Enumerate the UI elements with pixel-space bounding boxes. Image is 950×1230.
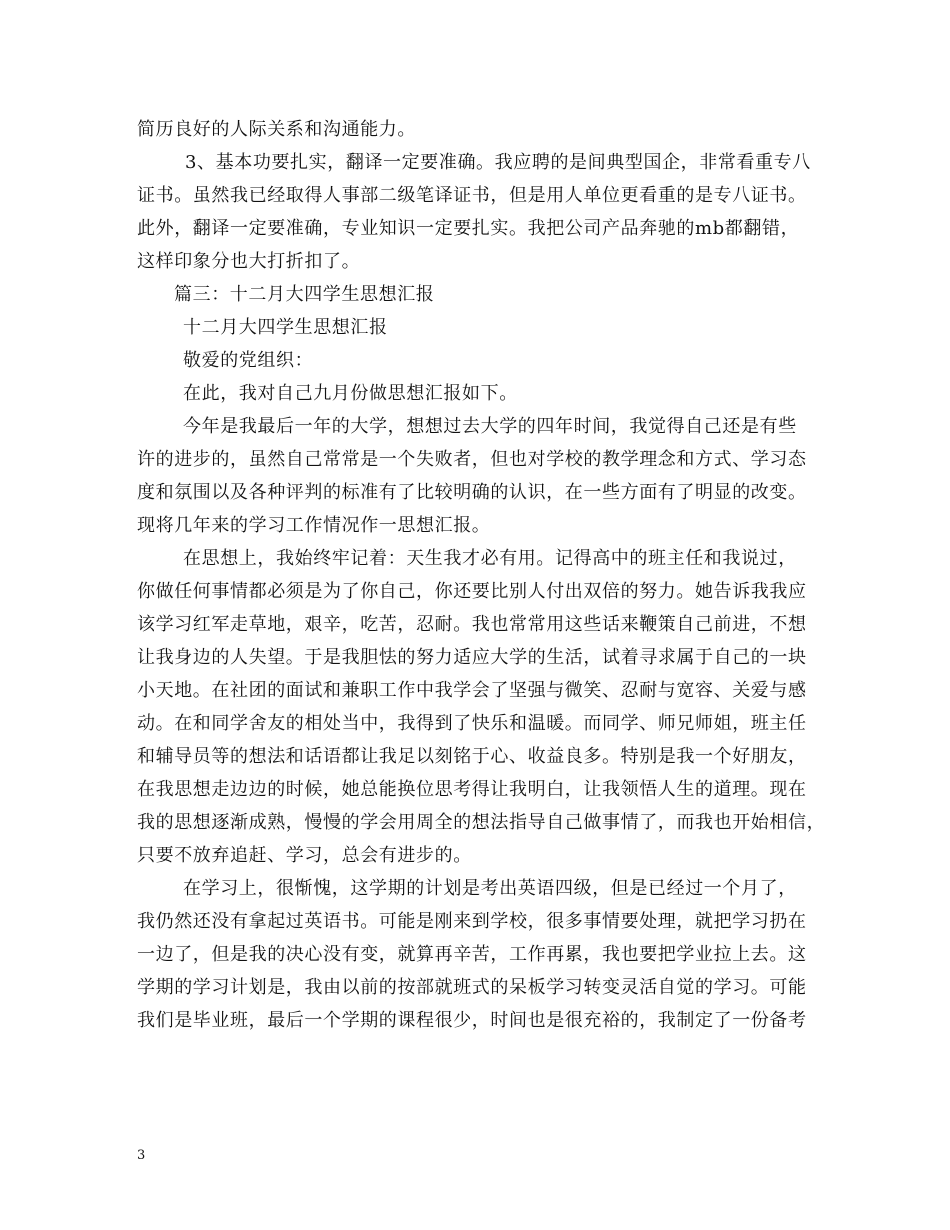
text-line: 你做任何事情都必须是为了你自己，你还要比别人付出双倍的努力。她告诉我我应 — [137, 581, 807, 602]
text-line: 一边了，但是我的决心没有变，就算再辛苦，工作再累，我也要把学业拉上去。这 — [137, 944, 807, 965]
text-line: 3、基本功要扎实，翻译一定要准确。我应聘的是间典型国企，非常看重专八 — [185, 152, 811, 173]
text-line: 动。在和同学舍友的相处当中，我得到了快乐和温暖。而同学、师兄师姐，班主任 — [137, 713, 807, 734]
text-line: 我的思想逐渐成熟，慢慢的学会用周全的想法指导自己做事情了，而我也开始相信， — [137, 812, 826, 833]
text-line: 在思想上，我始终牢记着：天生我才必有用。记得高中的班主任和我说过， — [183, 548, 797, 569]
text-line: 在我思想走边边的时候，她总能换位思考得让我明白，让我领悟人生的道理。现在 — [137, 779, 807, 800]
text-line: 现将几年来的学习工作情况作一思想汇报。 — [137, 515, 491, 536]
text-line: 只要不放弃追赶、学习，总会有进步的。 — [137, 845, 472, 866]
document-title: 十二月大四学生思想汇报 — [183, 317, 388, 338]
text-line: 和辅导员等的想法和话语都让我足以刻铭于心、收益良多。特别是我一个好朋友， — [137, 746, 807, 767]
text-line: 我仍然还没有拿起过英语书。可能是刚来到学校，很多事情要处理，就把学习扔在 — [137, 911, 807, 932]
text-line: 此外，翻译一定要准确，专业知识一定要扎实。我把公司产品奔驰的mb都翻错， — [137, 218, 800, 239]
text-line: 在学习上，很惭愧，这学期的计划是考出英语四级，但是已经过一个月了， — [183, 878, 797, 899]
text-line: 这样印象分也大打折扣了。 — [137, 251, 361, 272]
text-line: 小天地。在社团的面试和兼职工作中我学会了坚强与微笑、忍耐与宽容、关爱与感 — [137, 680, 807, 701]
text-line: 证书。虽然我已经取得人事部二级笔译证书，但是用人单位更看重的是专八证书。 — [137, 185, 807, 206]
text-line: 该学习红军走草地，艰辛，吃苦，忍耐。我也常常用这些话来鞭策自己前进，不想 — [137, 614, 807, 635]
text-line: 我们是毕业班，最后一个学期的课程很少，时间也是很充裕的，我制定了一份备考 — [137, 1010, 807, 1031]
text-line: 今年是我最后一年的大学，想想过去大学的四年时间，我觉得自己还是有些 — [183, 416, 797, 437]
text-line: 在此，我对自己九月份做思想汇报如下。 — [183, 383, 518, 404]
salutation: 敬爱的党组织： — [183, 350, 314, 371]
text-line: 学期的学习计划是，我由以前的按部就班式的呆板学习转变灵活自觉的学习。可能 — [137, 977, 807, 998]
text-line: 简历良好的人际关系和沟通能力。 — [137, 119, 416, 140]
text-line: 让我身边的人失望。于是我胆怯的努力适应大学的生活，试着寻求属于自己的一块 — [137, 647, 807, 668]
text-line: 度和氛围以及各种评判的标准有了比较明确的认识，在一些方面有了明显的改变。 — [137, 482, 807, 503]
page-number: 3 — [137, 1148, 146, 1163]
text-line: 许的进步的，虽然自己常常是一个失败者，但也对学校的教学理念和方式、学习态 — [137, 449, 807, 470]
section-heading: 篇三：十二月大四学生思想汇报 — [174, 284, 435, 305]
